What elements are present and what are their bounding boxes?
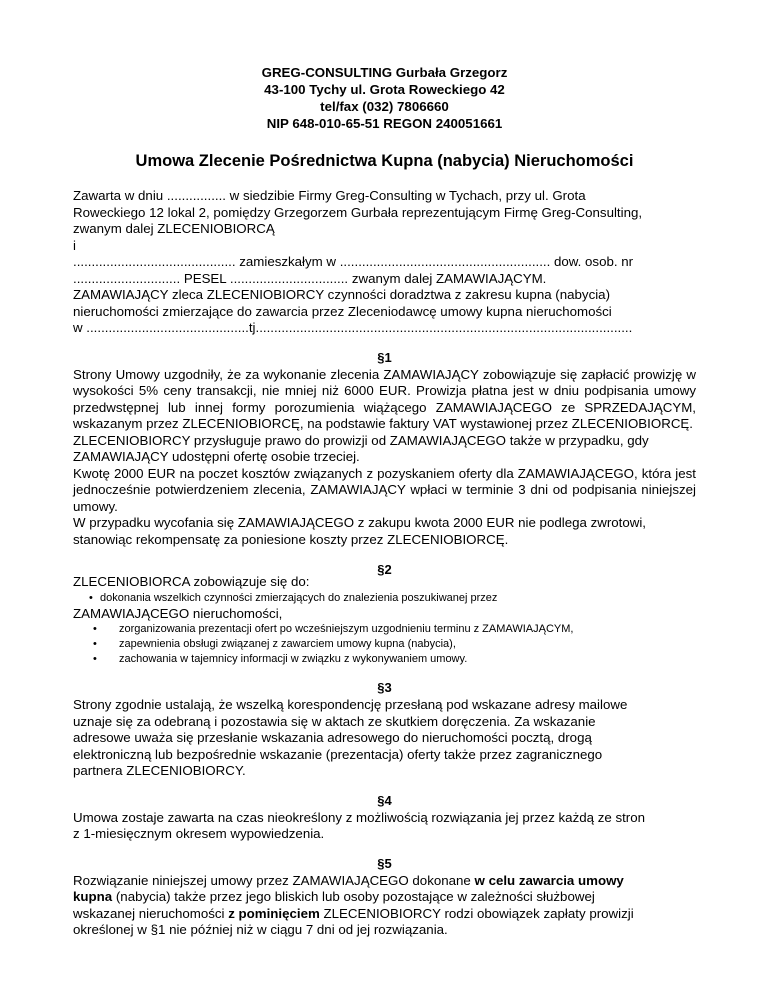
list-item-text: zapewnienia obsługi związanej z zawarciem umowy kupna (nabycia),	[119, 638, 456, 650]
list-item-text: zachowania w tajemnicy informacji w związku z wykonywaniem umowy.	[119, 653, 468, 665]
bullet-icon: •	[89, 591, 93, 604]
bold-text: kupna	[73, 889, 113, 904]
section-paragraph: Strony Umowy uzgodniły, że za wykonanie zlecenia ZAMAWIAJĄCY zobowiązuje się zapłacić prowizję w wysokości 5% ceny transakcji, nie mniej niż 6000 EUR. Prowizja płatna jest w dniu podpisania umowy przedwstępnej lub innej formy porozumienia wiążącego ZAMAWIAJĄCEGO ze SPRZEDAJĄCYM, wskazanym przez ZLECENIOBIORCĘ, na podstawie faktury VAT wystawionej przez ZLECENIOBIORCĘ.	[73, 366, 696, 431]
intro-section	[73, 188, 696, 337]
obligations-list	[73, 622, 696, 667]
section-line	[73, 906, 696, 923]
company-phone: tel/fax (032) 7806660	[320, 99, 449, 114]
list-item-text: zorganizowania prezentacji ofert po wcześniejszym uzgodnieniu terminu z ZAMAWIAJĄCYM,	[119, 623, 574, 635]
section-paragraph: W przypadku wycofania się ZAMAWIAJĄCEGO z zakupu kwota 2000 EUR nie podlega zwrotowi, stanowiąc rekompensatę za poniesione koszty przez ZLECENIOBIORCĘ.	[73, 515, 646, 547]
company-name: GREG-CONSULTING Gurbała Grzegorz	[261, 65, 508, 80]
list-item	[73, 591, 696, 606]
document-title: Umowa Zlecenie Pośrednictwa Kupna (nabycia) Nieruchomości	[135, 152, 634, 170]
section-line	[73, 873, 696, 890]
list-item	[73, 652, 696, 667]
intro-line: Roweckiego 12 lokal 2, pomiędzy Grzegorzem Gurbała reprezentującym Firmę Greg-Consulting,	[73, 204, 643, 220]
section-1	[73, 350, 696, 549]
section-2	[73, 562, 696, 667]
section-line: z 1-miesięcznym okresem wypowiedzenia.	[73, 826, 325, 841]
text-run: Rozwiązanie niniejszej umowy przez ZAMAWIAJĄCEGO dokonane	[73, 872, 475, 888]
bold-text: w celu zawarcia umowy	[474, 872, 624, 888]
intro-line: ZAMAWIAJĄCY zleca ZLECENIOBIORCY czynności doradztwa z zakresu kupna (nabycia)	[73, 287, 610, 302]
section-5	[73, 856, 696, 939]
intro-line: Zawarta w dniu ................ w siedzibie Firmy Greg-Consulting w Tychach, przy ul. Grota	[73, 188, 586, 203]
section-paragraph: Kwotę 2000 EUR na poczet kosztów związanych z pozyskaniem oferty dla ZAMAWIAJĄCEGO, która jest jednocześnie potwierdzeniem zlecenia, ZAMAWIAJĄCY wpłaci w terminie 3 dni od podpisania niniejszej umowy.	[73, 465, 696, 514]
company-header	[73, 64, 696, 132]
section-heading: §5	[377, 855, 392, 871]
section-paragraph: ZLECENIOBIORCY przysługuje prawo do prowizji od ZAMAWIAJĄCEGO także w przypadku, gdy ZAMAWIAJĄCY udostępni ofertę osobie trzeciej.	[73, 432, 649, 464]
intro-line: ............................................ zamieszkałym w ......................................................... dow. osob. nr	[73, 254, 634, 269]
text-run: wskazanej nieruchomości	[73, 905, 229, 921]
section-line: partnera ZLECENIOBIORCY.	[73, 763, 246, 778]
section-heading: §4	[377, 792, 392, 808]
intro-line: zwanym dalej ZLECENIOBIORCĄ	[73, 221, 275, 236]
section-line: uznaje się za odebraną i pozostawia się w aktach ze skutkiem doręczenia. Za wskazanie	[73, 713, 596, 729]
list-item-text: dokonania wszelkich czynności zmierzających do znalezienia poszukiwanej przez	[100, 591, 498, 604]
section-line: Umowa zostaje zawarta na czas nieokreślony z możliwością rozwiązania jej przez każdą ze stron	[73, 809, 646, 825]
intro-line: ............................. PESEL ................................ zwanym dalej ZAMAWIAJĄCYM.	[73, 270, 547, 286]
intro-line: nieruchomości zmierzające do zawarcia przez Zleceniodawcę umowy kupna nieruchomości	[73, 303, 612, 319]
list-item	[73, 637, 696, 652]
company-address: 43-100 Tychy ul. Grota Roweckiego 42	[264, 82, 505, 97]
section-heading: §2	[377, 562, 392, 577]
intro-line: w ............................................tj......................................................................................................	[73, 320, 633, 335]
section-heading: §3	[377, 680, 392, 695]
section-lead: ZLECENIOBIORCA zobowiązuje się do:	[73, 574, 310, 589]
section-3	[73, 680, 696, 780]
company-registration: NIP 648-010-65-51 REGON 240051661	[266, 116, 503, 131]
section-line: adresowe uważa się przesłanie wskazania adresowego do nieruchomości pocztą, drogą	[73, 730, 592, 745]
list-item	[73, 622, 696, 637]
section-line: określonej w §1 nie później niż w ciągu 7 dni od jej rozwiązania.	[73, 922, 448, 937]
text-run: ZLECENIOBIORCY rodzi obowiązek zapłaty prowizji	[319, 905, 634, 921]
list-continuation: ZAMAWIAJĄCEGO nieruchomości,	[73, 605, 283, 621]
section-line: Strony zgodnie ustalają, że wszelką korespondencję przesłaną pod wskazane adresy mailowe	[73, 697, 628, 712]
bullet-icon: •	[93, 623, 97, 635]
section-line: elektroniczną lub bezpośrednie wskazanie (prezentacja) oferty także przez zagranicznego	[73, 746, 603, 762]
section-heading: §1	[377, 349, 392, 365]
text-run: (nabycia) także przez jego bliskich lub osoby pozostające w zależności służbowej	[112, 889, 595, 904]
section-4	[73, 793, 696, 843]
bold-text: z pominięciem	[228, 905, 320, 921]
obligations-list	[73, 591, 696, 606]
bullet-icon: •	[93, 653, 97, 665]
section-line	[73, 889, 696, 906]
document-page	[73, 64, 696, 939]
bullet-icon: •	[93, 638, 97, 650]
intro-line: i	[73, 237, 76, 253]
